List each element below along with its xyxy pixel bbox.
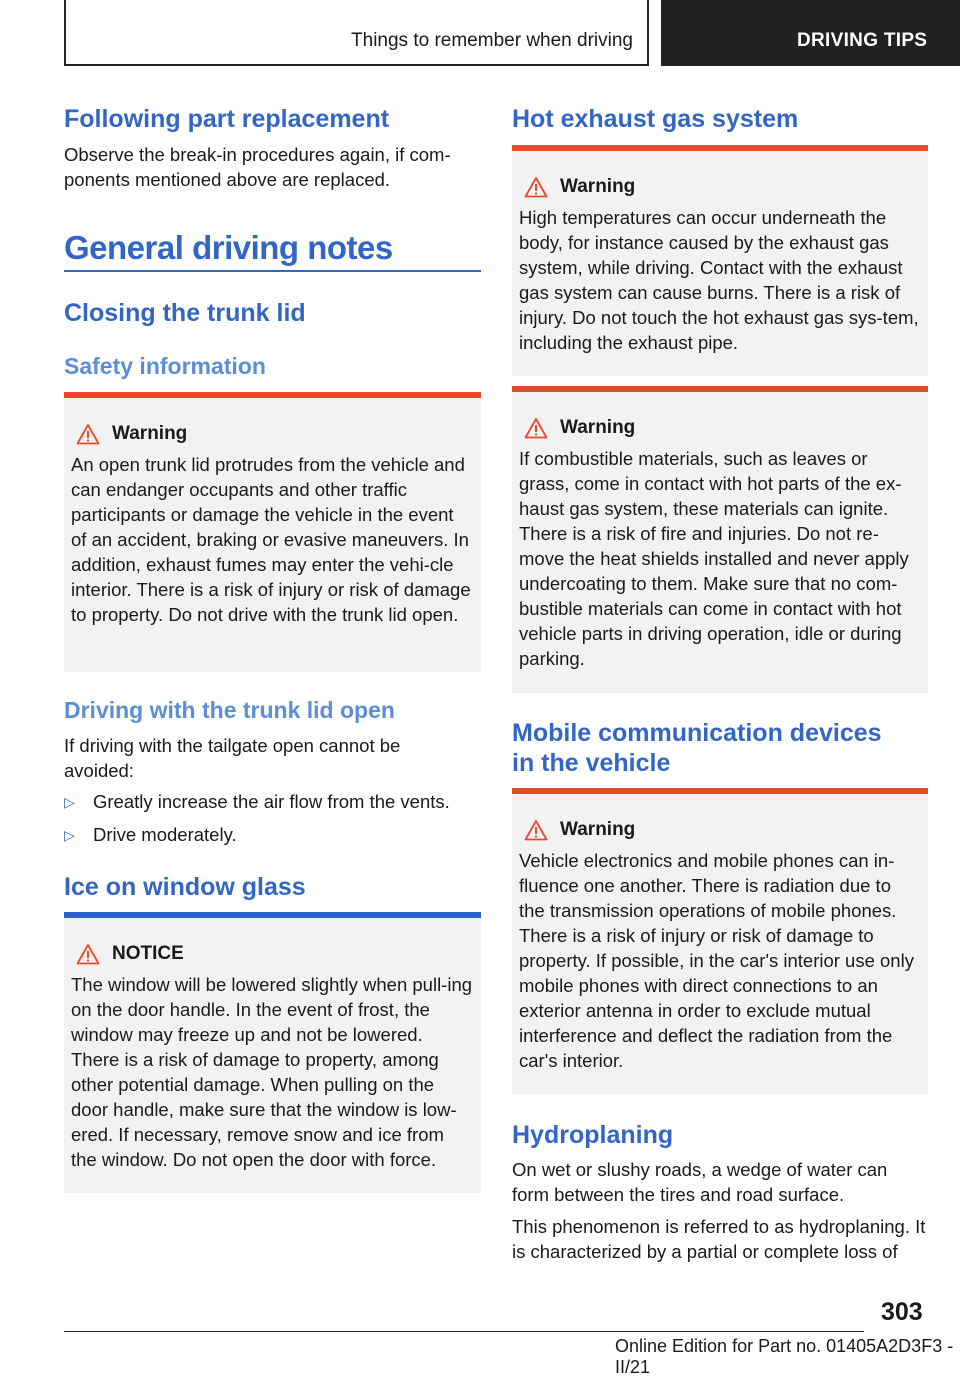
warning-text: High temperatures can occur underneath the body, for instance caused by the exhaust gas system, while driving. Contact with the exhaust gas system can cause burns. There is a risk of injury. Do not touch the hot exhaust gas sys-tem, including the exhaust pipe. bbox=[519, 207, 919, 353]
warning-label: Warning bbox=[560, 417, 636, 438]
list-item: ▷ Drive moderately. bbox=[64, 822, 481, 848]
notice-triangle-icon bbox=[76, 943, 100, 965]
list-item: ▷ Greatly increase the air flow from the vents. bbox=[64, 789, 481, 815]
open-trunk-heading: Driving with the trunk lid open bbox=[64, 697, 395, 723]
following-heading: Following part replacement bbox=[64, 105, 390, 133]
hydroplaning-text-1: On wet or slushy roads, a wedge of water can form between the tires and road surface. bbox=[512, 1159, 888, 1205]
warning-triangle-icon bbox=[524, 176, 548, 198]
warning-text: If combustible materials, such as leaves or grass, come in contact with hot parts of the ex-haust gas system, these materials can ignite. There is a risk of fire and injuries. Do not re-move the heat shields installed and never apply undercoating to them. Make sure that no com-bustible materials can come in contact with hot vehicle parts in driving operation, idle or during parking. bbox=[519, 448, 909, 669]
triangle-bullet-icon: ▷ bbox=[64, 827, 75, 843]
notice-box-ice bbox=[64, 912, 481, 1193]
general-heading-rule bbox=[64, 270, 481, 272]
mobile-heading-line1: Mobile communication devices bbox=[512, 719, 882, 747]
open-trunk-text: If driving with the tailgate open cannot be avoided: bbox=[64, 735, 401, 781]
hydroplaning-text-2: This phenomenon is referred to as hydroplaning. It is characterized by a partial or complete loss of bbox=[512, 1216, 926, 1262]
header-chapter-title: DRIVING TIPS bbox=[797, 30, 928, 51]
warning-box-exhaust-heat bbox=[512, 145, 928, 376]
notice-label: NOTICE bbox=[112, 943, 184, 964]
safety-heading: Safety information bbox=[64, 353, 266, 379]
page-number: 303 bbox=[881, 1298, 923, 1326]
warning-triangle-icon bbox=[524, 417, 548, 439]
warning-label: Warning bbox=[560, 176, 636, 197]
footer-edition: Online Edition for Part no. 01405A2D3F3 - II/21 bbox=[615, 1336, 954, 1377]
notice-text: The window will be lowered slightly when pull-ing on the door handle. In the event of frost, the window may freeze up and not be lowered. There is a risk of damage to property, among other potential damage. When pulling on the door handle, make sure that the window is low-ered. If necessary, remove snow and ice from the window. Do not open the door with force. bbox=[71, 974, 473, 1170]
general-heading: General driving notes bbox=[64, 229, 393, 266]
ice-heading: Ice on window glass bbox=[64, 873, 306, 901]
header-chapter-tab bbox=[661, 0, 960, 66]
warning-text: An open trunk lid protrudes from the vehicle and can endanger occupants and other traffic participants or damage the vehicle in the event of an accident, braking or evasive maneuvers. In addition, exhaust fumes may enter the vehi-cle interior. There is a risk of injury or risk of damage to property. Do not drive with the trunk lid open. bbox=[71, 454, 471, 625]
warning-text: Vehicle electronics and mobile phones can in-fluence one another. There is radiation due to the transmission operations of mobile phones. There is a risk of injury or risk of damage to property. If possible, in the car's interior use only mobile phones with direct connections to an exterior antenna in order to exclude mutual interference and deflect the radiation from the car's interior. bbox=[519, 850, 914, 1071]
warning-triangle-icon bbox=[524, 819, 548, 841]
header-section-title: Things to remember when driving bbox=[351, 30, 633, 51]
warning-label: Warning bbox=[112, 423, 188, 444]
triangle-bullet-icon: ▷ bbox=[64, 794, 75, 810]
warning-label: Warning bbox=[560, 819, 636, 840]
warning-triangle-icon bbox=[76, 423, 100, 445]
exhaust-heading: Hot exhaust gas system bbox=[512, 105, 799, 133]
hydroplaning-heading: Hydroplaning bbox=[512, 1121, 674, 1149]
footer-rule bbox=[64, 1331, 864, 1332]
header-section-tab bbox=[64, 0, 649, 66]
warning-box-combustible bbox=[512, 386, 928, 693]
mobile-heading-line2: in the vehicle bbox=[512, 749, 671, 777]
warning-box-mobile bbox=[512, 788, 928, 1094]
warning-box-trunk bbox=[64, 392, 481, 672]
trunk-heading: Closing the trunk lid bbox=[64, 299, 306, 327]
open-trunk-list bbox=[64, 789, 481, 848]
following-text: Observe the break-in procedures again, if com-ponents mentioned above are replaced. bbox=[64, 144, 451, 190]
